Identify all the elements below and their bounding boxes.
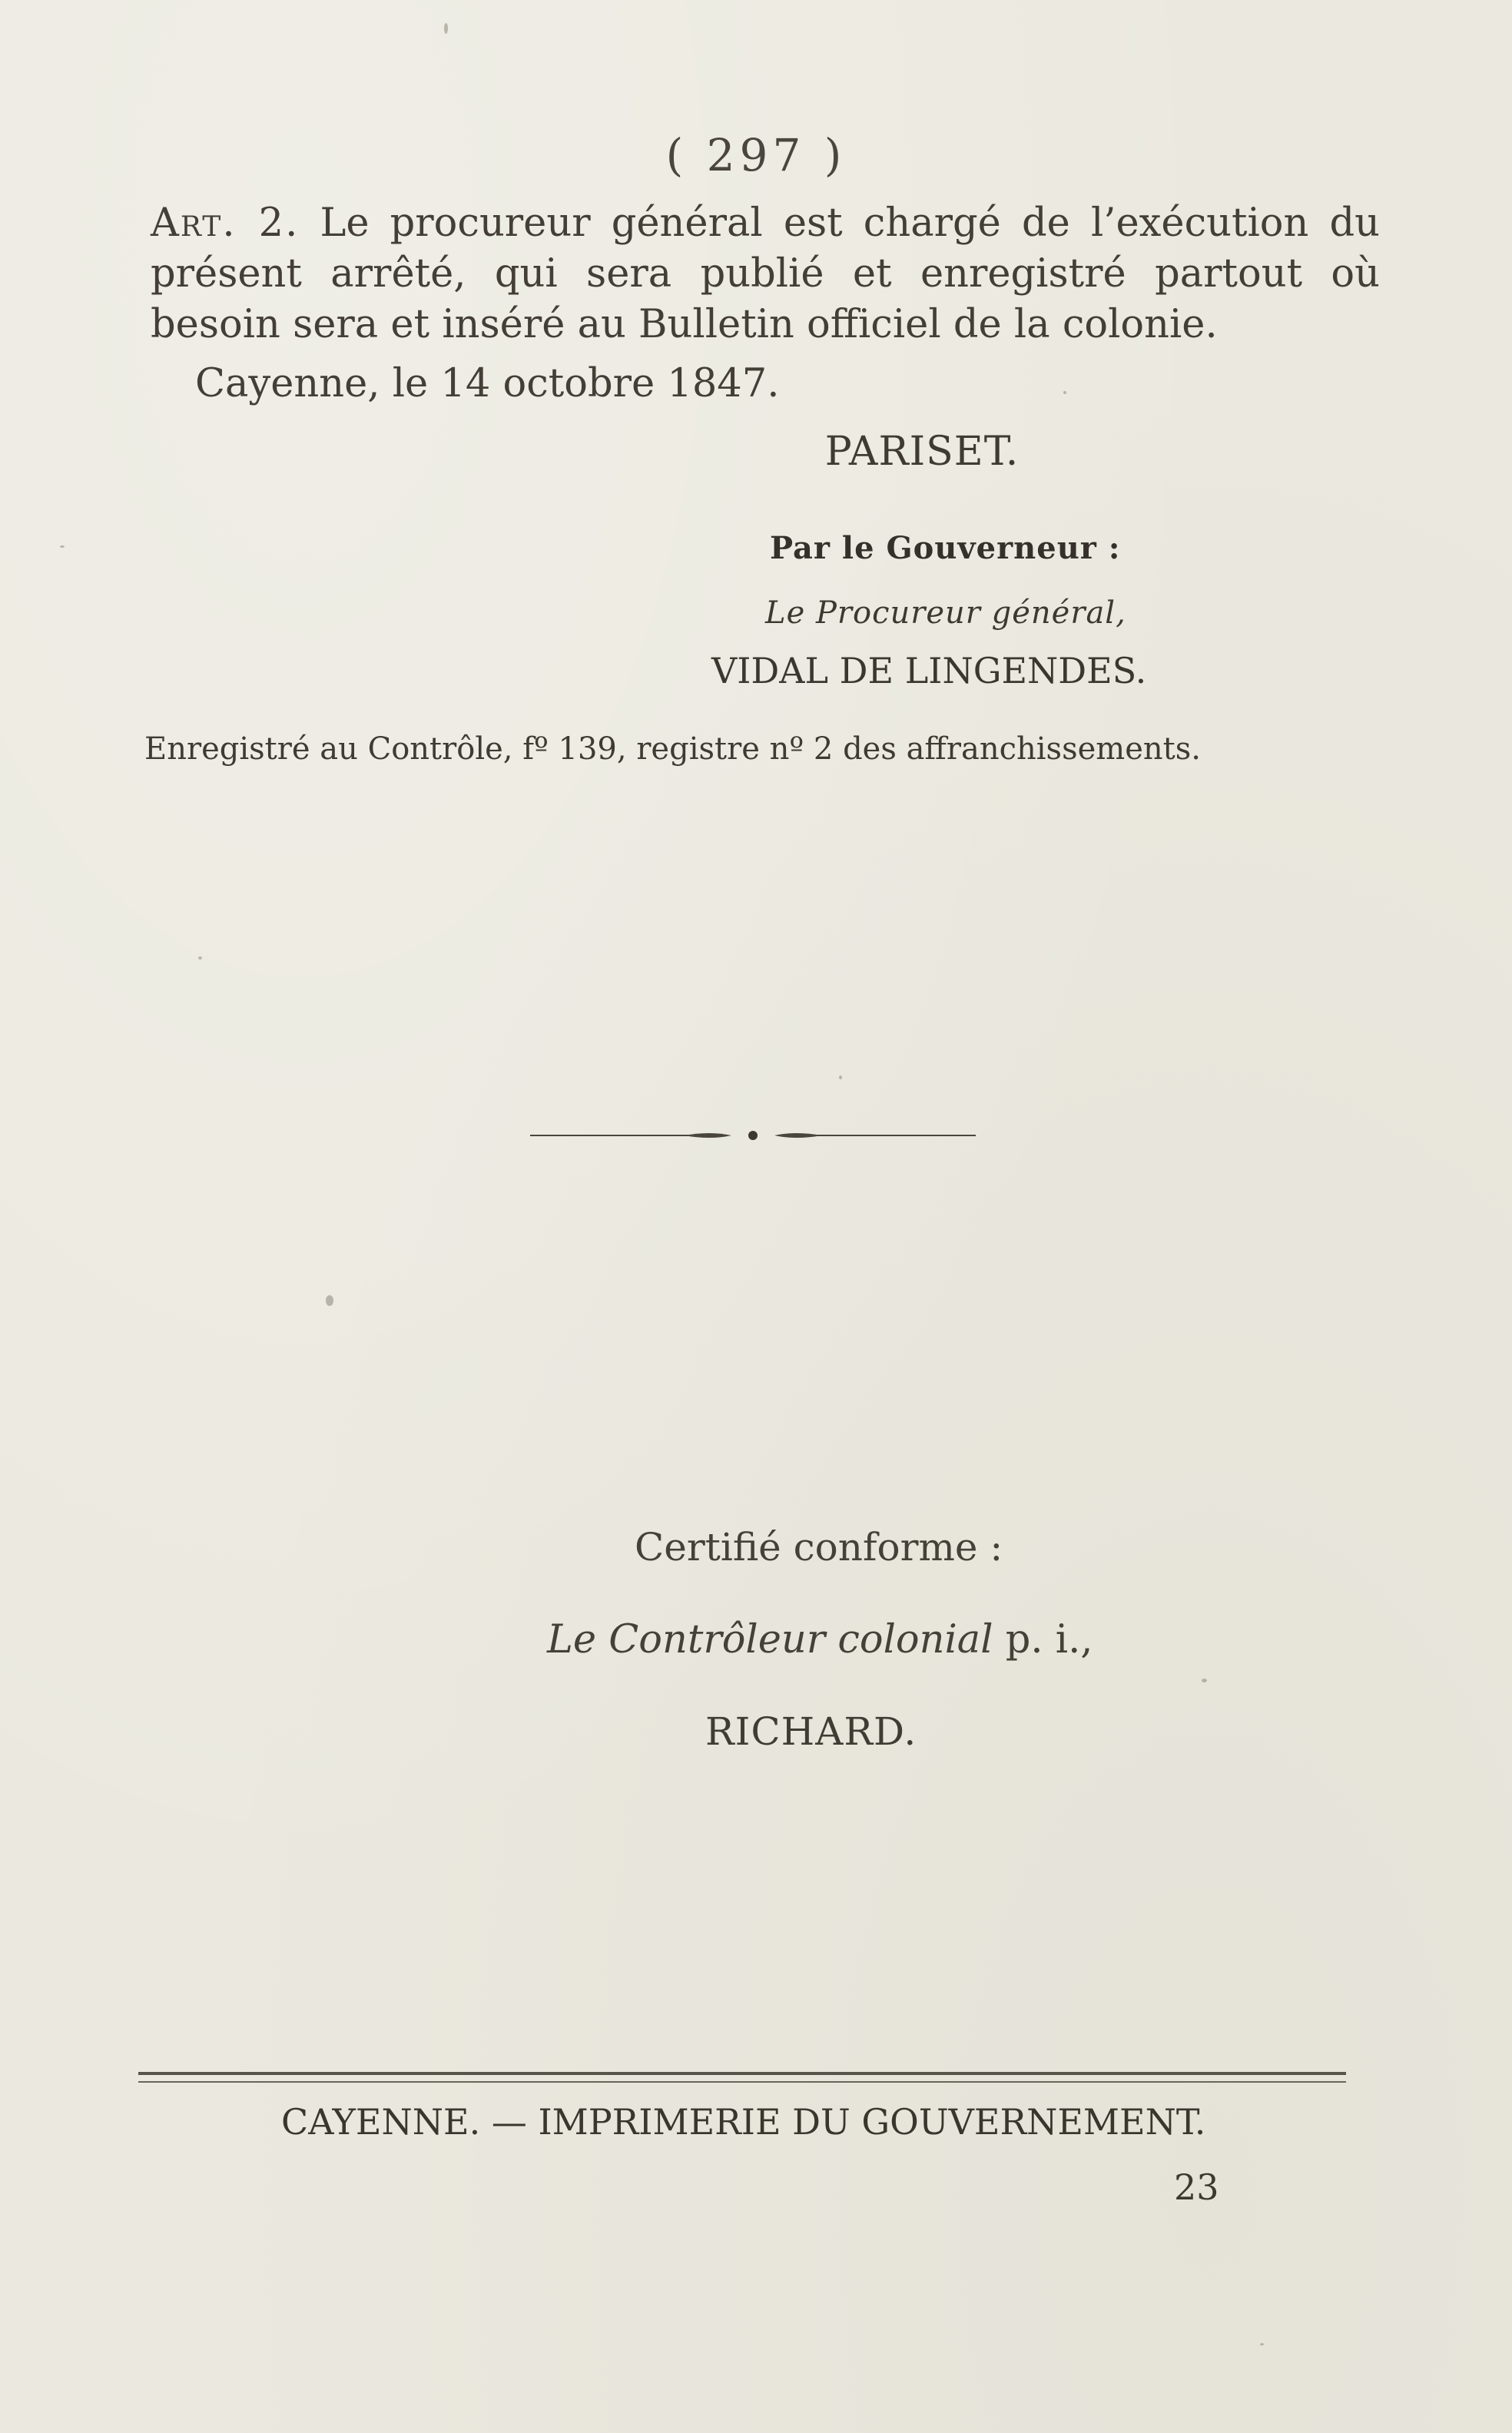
ornament-left-flourish bbox=[684, 1133, 731, 1138]
ornament-divider bbox=[530, 1126, 976, 1145]
certification-heading: Certifié conforme : bbox=[635, 1525, 1003, 1570]
article-label: Art. 2. bbox=[151, 201, 300, 246]
article-paragraph bbox=[151, 198, 1380, 350]
countersign-by: Par le Gouverneur : bbox=[770, 530, 1121, 566]
paper-speck bbox=[1063, 391, 1066, 394]
ornament-center-dot bbox=[748, 1131, 758, 1140]
paper-speck bbox=[839, 1076, 842, 1079]
page-number: ( 297 ) bbox=[665, 129, 847, 181]
paper-speck bbox=[444, 23, 448, 34]
printer-imprint: CAYENNE. — IMPRIMERIE DU GOUVERNEMENT. bbox=[281, 2101, 1206, 2143]
controller-title: Le Contrôleur colonial bbox=[547, 1617, 993, 1662]
registration-note: Enregistré au Contrôle, fº 139, registre nº 2 des affranchissements. bbox=[144, 731, 1201, 767]
countersign-title: Le Procureur général, bbox=[765, 595, 1126, 631]
certifier-name: RICHARD. bbox=[705, 1709, 917, 1754]
controller-line bbox=[547, 1617, 1093, 1662]
paper-speck bbox=[60, 545, 65, 548]
countersign-name: VIDAL DE LINGENDES. bbox=[711, 650, 1147, 691]
paper-speck bbox=[1260, 2343, 1264, 2345]
paper-speck bbox=[1202, 1679, 1207, 1682]
footer-rule-thin bbox=[138, 2081, 1346, 2083]
signature-mark: 23 bbox=[1174, 2166, 1219, 2208]
footer-rule-thick bbox=[138, 2072, 1346, 2075]
date-line: Cayenne, le 14 octobre 1847. bbox=[195, 361, 780, 406]
paper-speck bbox=[198, 956, 202, 960]
controller-suffix: p. i., bbox=[1005, 1617, 1093, 1662]
paper-speck bbox=[326, 1295, 333, 1306]
governor-signature: PARISET. bbox=[824, 429, 1020, 475]
article-text: Le procureur général est chargé de l’exécution du présent arrêté, qui sera publié et enregistré partout où besoin sera et inséré au Bulletin officiel de la colonie. bbox=[151, 201, 1380, 347]
